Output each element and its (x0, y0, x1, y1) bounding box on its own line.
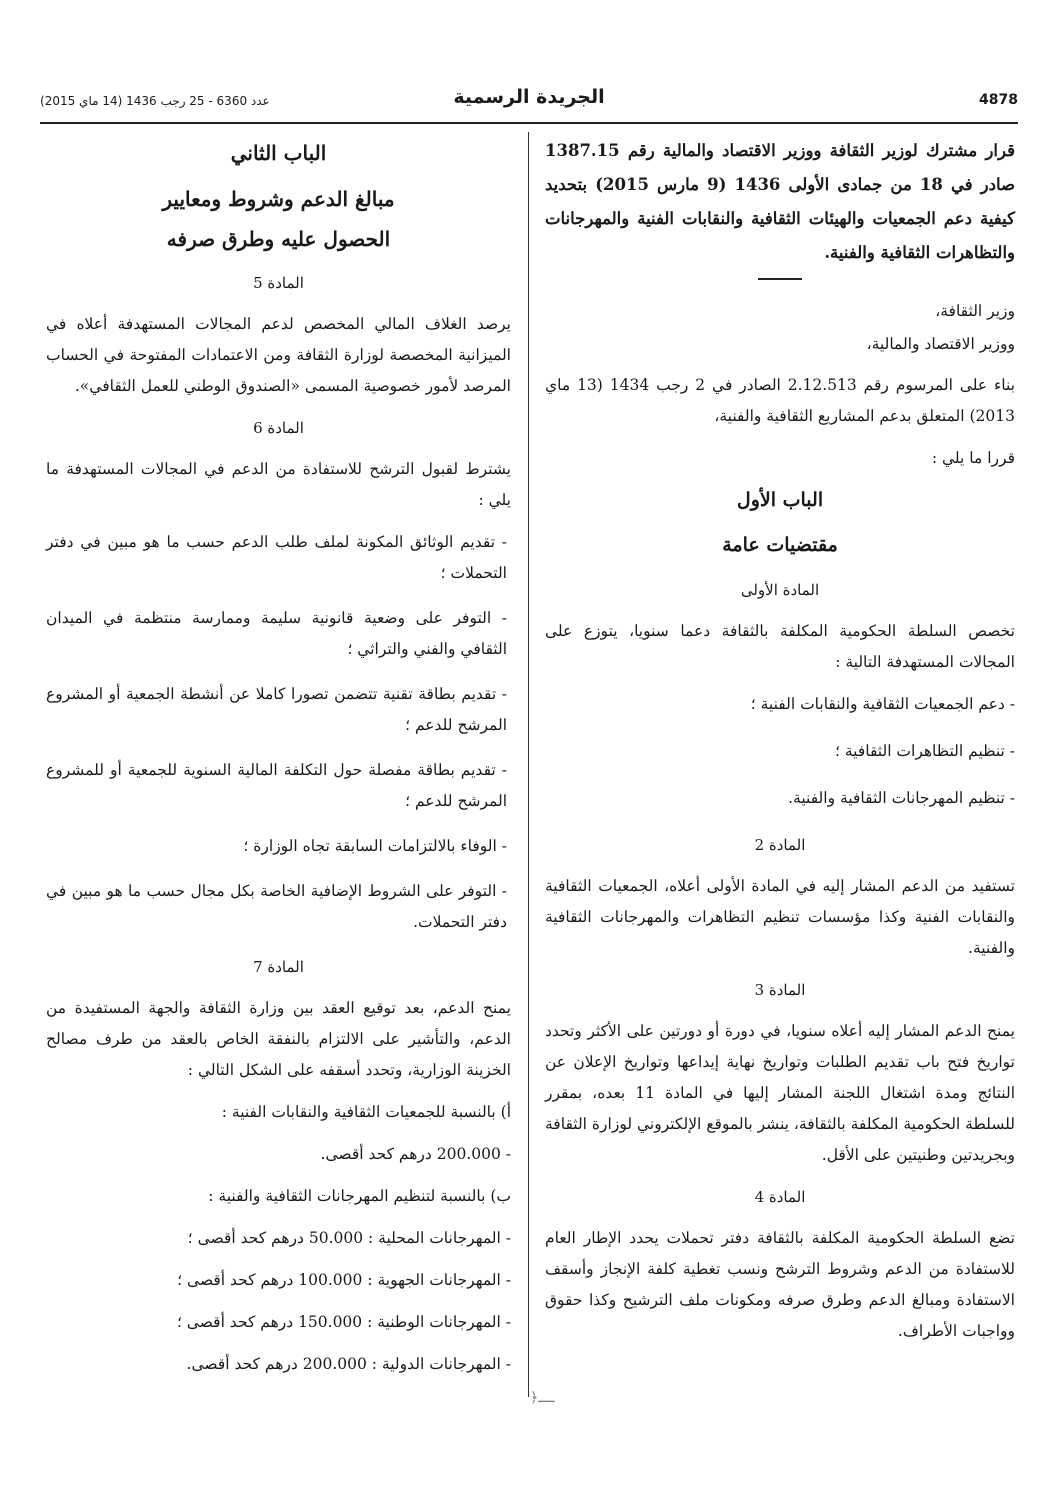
article-7-title: المادة 7 (253, 958, 304, 976)
issue-info: عدد 6360 - 25 رجب 1436 (14 ماي 2015) (40, 94, 270, 108)
chapter1-subtitle: مقتضيات عامة (722, 534, 838, 556)
left-column (46, 134, 511, 1391)
article-7-a: أ) بالنسبة للجمعيات الثقافية والنقابات الفنية : (221, 1103, 511, 1121)
minister-finance: ووزير الاقتصاد والمالية، (866, 335, 1015, 353)
article-4-title: المادة 4 (754, 1188, 806, 1206)
article-6-title: المادة 6 (253, 419, 304, 437)
title-rule (758, 278, 802, 280)
header-rule (40, 122, 1018, 124)
minister-culture: وزير الثقافة، (935, 302, 1015, 320)
decided-text: قررا ما يلي : (931, 449, 1015, 467)
footer-mark: ﴿ــــ (530, 1390, 555, 1406)
list-item: - المهرجانات المحلية : 50.000 درهم كحد أقصى ؛ (187, 1229, 511, 1247)
list-item: - الوفاء بالالتزامات السابقة تجاه الوزارة ؛ (243, 837, 507, 855)
article-7-b: ب) بالنسبة لتنظيم المهرجانات الثقافية والفنية : (208, 1187, 511, 1205)
page-number: 4878 (979, 92, 1018, 108)
list-item: - تنظيم التظاهرات الثقافية ؛ (834, 742, 1015, 760)
list-item: - تنظيم المهرجانات الثقافية والفنية. (788, 789, 1015, 807)
list-item: - دعم الجمعيات الثقافية والنقابات الفنية ؛ (750, 695, 1015, 713)
list-item: - تقديم الوثائق المكونة لملف طلب الدعم حسب ما هو مبين في دفتر التحملات ؛ (46, 533, 507, 582)
column-divider (528, 132, 529, 1397)
chapter2-subtitle-1: مبالغ الدعم وشروط ومعايير (162, 187, 395, 211)
list-item: - التوفر على وضعية قانونية سليمة وممارسة منتظمة في الميدان الثقافي والفني والتراثي ؛ (46, 609, 507, 658)
article-1-title: المادة الأولى (740, 581, 820, 599)
article-3-title: المادة 3 (754, 981, 806, 999)
article-5-text: يرصد الغلاف المالي المخصص لدعم المجالات المستهدفة أعلاه في الميزانية المخصصة لوزارة الثقافة ومن الاعتمادات المفتوحة في الحساب المرصد لأمور خصوصية المسمى «الصندوق الوطني للعمل الثقافي». (46, 315, 511, 395)
list-item: - المهرجانات الوطنية : 150.000 درهم كحد أقصى ؛ (176, 1313, 511, 1331)
decree-title: قرار مشترك لوزير الثقافة ووزير الاقتصاد والمالية رقم 1387.15 صادر في 18 من جمادى الأولى 1436 (9 مارس 2015) بتحديد كيفية دعم الجمعيات والهيئات الثقافية والنقابات الفنية والمهرجانات والتظاهرات الثقافية والفنية. (545, 141, 1016, 262)
list-item: - التوفر على الشروط الإضافية الخاصة بكل مجال حسب ما هو مبين في دفتر التحملات. (46, 882, 507, 931)
list-item: - المهرجانات الدولية : 200.000 درهم كحد أقصى. (186, 1355, 511, 1373)
article-7-text: يمنح الدعم، بعد توقيع العقد بين وزارة الثقافة والجهة المستفيدة من الدعم، والتأشير على الالتزام بالنفقة الخاص بالعقد من طرف مصالح الخزينة الوزارية، وتحدد أسقفه على الشكل التالي : (46, 999, 511, 1079)
article-2-text: تستفيد من الدعم المشار إليه في المادة الأولى أعلاه، الجمعيات الثقافية والنقابات الفنية وكذا مؤسسات تنظيم التظاهرات والمهرجانات الثقافية والفنية. (545, 877, 1015, 957)
article-6-text: يشترط لقبول الترشح للاستفادة من الدعم في المجالات المستهدفة ما يلي : (46, 460, 511, 509)
preamble: بناء على المرسوم رقم 2.12.513 الصادر في 2 رجب 1434 (13 ماي 2013) المتعلق بدعم المشاريع الثقافية والفنية، (545, 376, 1015, 425)
list-item: - تقديم بطاقة تقنية تتضمن تصورا كاملا عن أنشطة الجمعية أو المشروع المرشح للدعم ؛ (46, 685, 507, 734)
chapter2-subtitle-2: الحصول عليه وطرق صرفه (166, 227, 391, 251)
list-item: - 200.000 درهم كحد أقصى. (320, 1145, 511, 1163)
article-5-title: المادة 5 (253, 274, 304, 292)
article-3-text: يمنح الدعم المشار إليه أعلاه سنويا، في دورة أو دورتين على الأكثر وتحدد تواريخ فتح باب تقديم الطلبات وتواريخ نهاية إيداعها وتواريخ الإعلان عن النتائج ومدة اشتغال اللجنة المشار إليها في المادة 11 بعده، بمقرر للسلطة الحكومية المكلفة بالثقافة، ينشر بالموقع الإلكتروني لوزارة الثقافة وبجريدتين وطنيتين على الأقل. (545, 1022, 1016, 1164)
list-item: - المهرجانات الجهوية : 100.000 درهم كحد أقصى ؛ (177, 1271, 511, 1289)
article-1-text: تخصص السلطة الحكومية المكلفة بالثقافة دعما سنويا، يتوزع على المجالات المستهدفة التالية : (545, 622, 1015, 671)
chapter2-title: الباب الثاني (230, 141, 327, 165)
right-column (545, 134, 1015, 1358)
page-header (40, 86, 1018, 116)
article-2-title: المادة 2 (754, 836, 806, 854)
list-item: - تقديم بطاقة مفصلة حول التكلفة المالية السنوية للجمعية أو للمشروع المرشح للدعم ؛ (46, 761, 507, 810)
chapter1-title: الباب الأول (736, 489, 824, 511)
article-4-text: تضع السلطة الحكومية المكلفة بالثقافة دفتر تحملات يحدد الإطار العام للاستفادة من الدعم وشروط الترشح ونسب تغطية كلفة الإنجاز وأسقف الاستفادة ومبالغ الدعم وطرق صرفه ومكونات ملف الترشيح وكذا حقوق وواجبات الأطراف. (545, 1229, 1015, 1340)
journal-title: الجريدة الرسمية (453, 86, 605, 108)
